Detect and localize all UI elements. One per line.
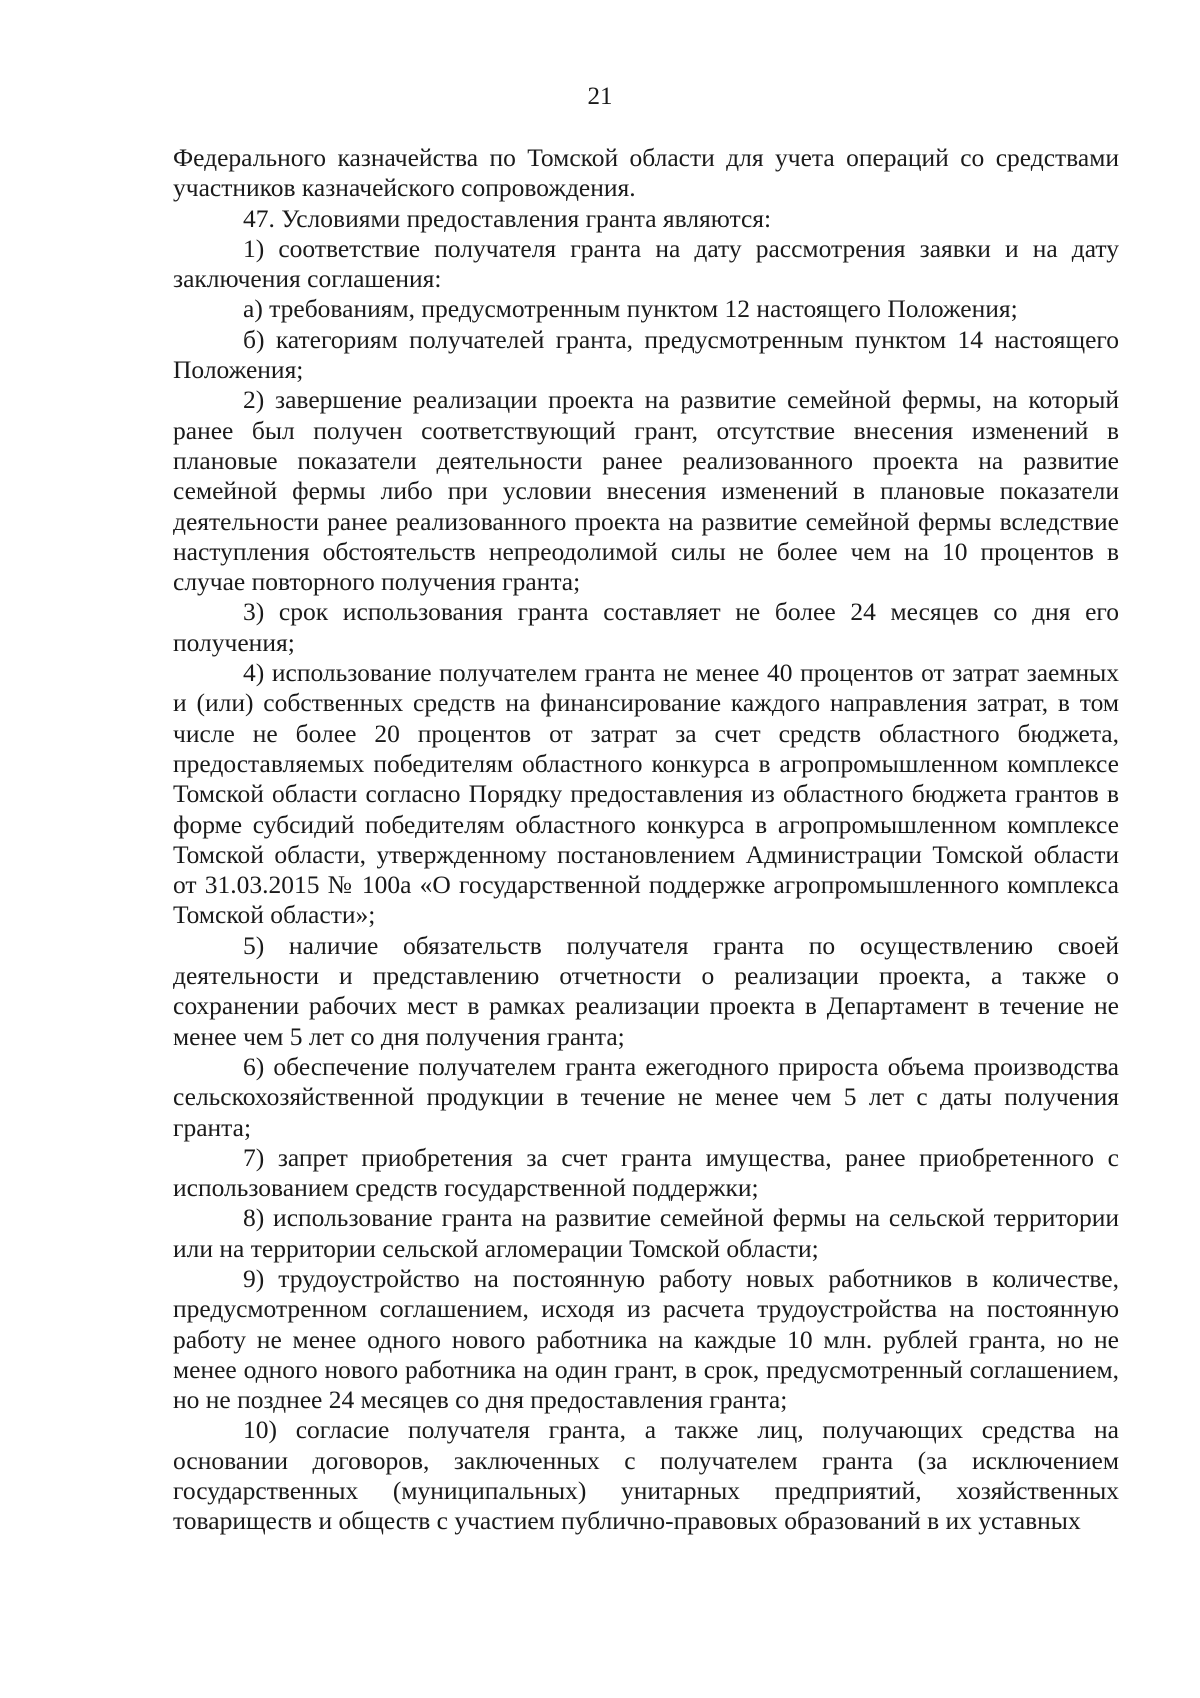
- page-number: 21: [587, 83, 613, 110]
- paragraph-item-9: 9) трудоустройство на постоянную работу новых работников в количестве, предусмотренном соглашением, исходя из расчета трудоустройства на постоянную работу не менее одного нового работника на каждые 10 млн. рублей гранта, но не менее одного нового работника на один грант, в срок, предусмотренный соглашением, но не позднее 24 месяцев со дня предоставления гранта;: [173, 1263, 1119, 1415]
- document-body: [173, 143, 1119, 1537]
- paragraph-item-4: 4) использование получателем гранта не менее 40 процентов от затрат заемных и (или) собственных средств на финансирование каждого направления затрат, в том числе не более 20 процентов от затрат за счет средств областного бюджета, предоставляемых победителям областного конкурса в агропромышленном комплексе Томской области согласно Порядку предоставления из областного бюджета грантов в форме субсидий победителям областного конкурса в агропромышленном комплексе Томской области, утвержденному постановлением Администрации Томской области от 31.03.2015 № 100а «О государственной поддержке агропромышленного комплекса Томской области»;: [173, 658, 1119, 930]
- paragraph-item-3: 3) срок использования гранта составляет не более 24 месяцев со дня его получения;: [173, 597, 1119, 657]
- paragraph-item-2: 2) завершение реализации проекта на развитие семейной фермы, на который ранее был получен соответствующий грант, отсутствие внесения изменений в плановые показатели деятельности ранее реализованного проекта на развитие семейной фермы либо при условии внесения изменений в плановые показатели деятельности ранее реализованного проекта на развитие семейной фермы вследствие наступления обстоятельств непреодолимой силы не более чем на 10 процентов в случае повторного получения гранта;: [173, 385, 1119, 597]
- paragraph-continuation: Федерального казначейства по Томской области для учета операций со средствами участников казначейского сопровождения.: [173, 143, 1119, 203]
- paragraph-item-1: 1) соответствие получателя гранта на дату рассмотрения заявки и на дату заключения соглашения:: [173, 233, 1119, 294]
- paragraph-item-7: 7) запрет приобретения за счет гранта имущества, ранее приобретенного с использованием средств государственной поддержки;: [173, 1142, 1119, 1203]
- paragraph-item-8: 8) использование гранта на развитие семейной фермы на сельской территории или на территории сельской агломерации Томской области;: [173, 1203, 1119, 1263]
- paragraph-item-1b: б) категориям получателей гранта, предусмотренным пунктом 14 настоящего Положения;: [173, 324, 1119, 385]
- paragraph-item-1a: а) требованиям, предусмотренным пунктом 12 настоящего Положения;: [243, 294, 1018, 324]
- paragraph-item-10: 10) согласие получателя гранта, а также лиц, получающих средства на основании договоров, заключенных с получателем гранта (за исключением государственных (муниципальных) унитарных предприятий, хозяйственных товариществ и обществ с участием публично-правовых образований в их уставных: [173, 1415, 1119, 1536]
- paragraph-item-6: 6) обеспечение получателем гранта ежегодного прироста объема производства сельскохозяйственной продукции в течение не менее чем 5 лет с даты получения гранта;: [173, 1051, 1119, 1142]
- paragraph-item-5: 5) наличие обязательств получателя гранта по осуществлению своей деятельности и представлению отчетности о реализации проекта, а также о сохранении рабочих мест в рамках реализации проекта в Департамент в течение не менее чем 5 лет со дня получения гранта;: [173, 930, 1119, 1051]
- paragraph-clause-47: 47. Условиями предоставления гранта являются:: [243, 203, 772, 233]
